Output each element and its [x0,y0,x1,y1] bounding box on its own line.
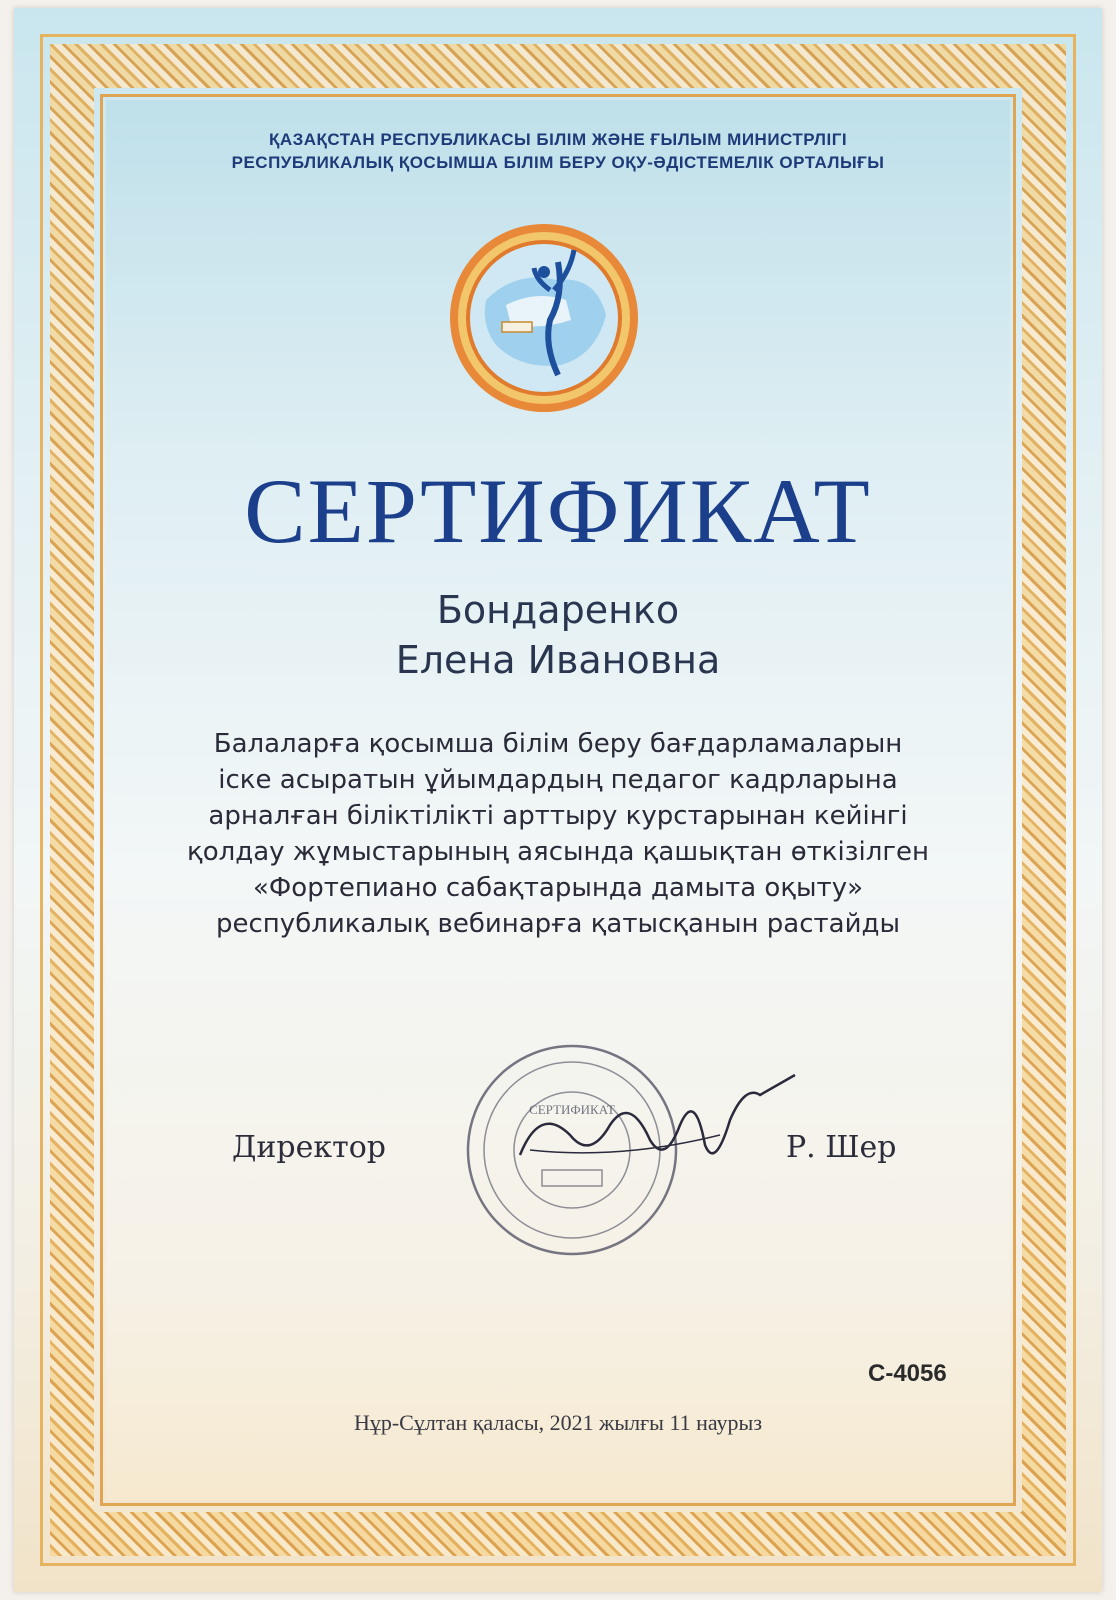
recipient-surname: Бондаренко [436,588,680,632]
ministry-header: ҚАЗАҚСТАН РЕСПУБЛИКАСЫ БІЛІМ ЖӘНЕ ҒЫЛЫМ МИНИСТРЛІГІ [268,130,848,149]
certificate-body [140,726,976,942]
signer-name: Р. Шер [786,1130,897,1165]
education-center-emblem-icon [446,220,642,416]
certificate-number: С-4056 [868,1360,947,1387]
certificate-title: СЕРТИФИКАТ [244,460,872,562]
director-signature [500,1065,800,1185]
body-line: республикалық вебинарға қатысқанын растайды [216,909,900,939]
center-header: РЕСПУБЛИКАЛЫҚ ҚОСЫМША БІЛІМ БЕРУ ОҚУ-ӘДІСТЕМЕЛІК ОРТАЛЫҒЫ [231,153,885,172]
issue-place-date: Нұр-Сұлтан қаласы, 2021 жылғы 11 наурыз [353,1410,763,1435]
recipient-given-names: Елена Ивановна [395,638,721,682]
body-line: іске асыратын ұйымдардың педагог кадрларына [218,765,898,795]
body-line: «Фортепиано сабақтарында дамыта оқыту» [253,873,863,903]
body-line: қолдау жұмыстарының аясында қашықтан өткізілген [187,837,929,867]
stamp-text: СЕРТИФИКАТ [529,1102,615,1117]
body-line: Балаларға қосымша білім беру бағдарламаларын [213,729,903,759]
body-line: арналған біліктілікті арттыру курстарынан кейінгі [208,801,908,831]
director-label: Директор [232,1130,386,1165]
